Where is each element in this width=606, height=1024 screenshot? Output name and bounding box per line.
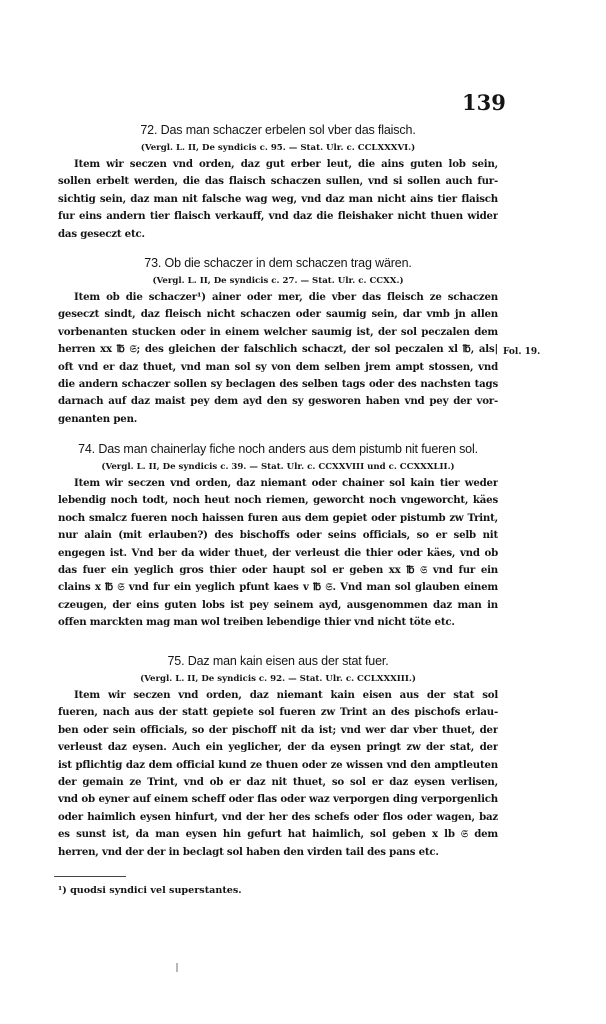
text-line: nur alain (mit erlauben?) des bischoffs oder seins officials, so er selb nit [58,529,498,542]
section-75 [58,652,498,861]
text-line: Item ob die schaczer¹) ainer oder mer, die vber das fleisch ze schaczen [74,291,498,303]
text-line: das geseczt etc. [58,227,145,240]
text-line: Item wir seczen vnd orden, daz niemant oder chainer sol kain tier weder [74,477,498,489]
section-reference: (Vergl. L. II, De syndicis c. 95. — Stat. Ulr. c. CCLXXXVI.) [140,143,416,153]
text-line: darnach auf daz maist pey dem ayd den sy gesworen haben vnd pey der vor- [58,395,498,408]
section-reference: (Vergl. L. II, De syndicis c. 39. — Stat. Ulr. c. CCXXVIII und c. CCXXXLII.) [101,462,455,472]
section-title: 75. Daz man kain eisen aus der stat fuer. [167,654,389,668]
section-72 [58,121,498,243]
text-line: fueren, nach aus der statt gepiete sol fueren zw Trint an des pischofs erlau- [58,706,498,719]
text-line: clains x ℔ 𝔖 vnd fur ein yeglich pfunt kaes v ℔ 𝔖. Vnd man sol glauben einem [58,581,498,594]
page-speck-mark [176,963,178,972]
text-line: sichtig sein, daz man nit falsche wag weg, vnd daz man nicht ains tier flaisch [58,192,498,205]
text-line: die andern schaczer sollen sy beclagen des selben tags oder des nachsten tags [58,377,498,390]
page-number: 139 [462,90,506,115]
text-line: herren xx ℔ 𝔖; des gleichen der falschlich schaczt, der sol peczalen xl ℔, als| [58,343,498,356]
text-line: oder haimlich eysen hinfurt, vnd der her des schefs oder flos oder wagen, baz [58,810,498,823]
text-line: lebendig noch todt, noch heut noch riemen, geworcht noch vngeworcht, käes [58,494,498,507]
text-line: engegen ist. Vnd ber da wider thuet, der verleust die thier oder käes, vnd ob [58,546,498,559]
section-title: 73. Ob die schaczer in dem schaczen trag wären. [144,256,412,270]
section-73 [58,254,498,428]
section-reference: (Vergl. L. II, De syndicis c. 92. — Stat. Ulr. c. CCLXXXIII.) [140,674,416,684]
section-74 [58,440,498,632]
text-line: verleust daz eysen. Auch ein yeglicher, der da eysen pringt zw der stat, der [58,741,498,754]
text-line: das fuer ein yeglich gros thier oder haupt sol er geben xx ℔ 𝔖 vnd fur ein [58,563,498,576]
text-line: fur eins andern tier flaisch verkauff, vnd daz die fleishaker nicht thuen wider [58,210,498,223]
text-line: herren, vnd der der in beclagt sol haben den virden tail des pans etc. [58,845,439,858]
text-line: genanten pen. [58,412,138,425]
text-line: Item wir seczen vnd orden, daz gut erber leut, die ains guten lob sein, [74,158,498,170]
section-title: 74. Das man chainerlay fiche noch anders aus dem pistumb nit fueren sol. [78,442,478,456]
text-line: ist pflichtig daz dem official kund ze thuen oder ze wissen vnd den amptleuten [58,758,498,771]
text-line: czeugen, der eins guten lobs ist pey seinem ayd, ausgenommen daz man in [58,598,498,611]
text-line: offen marckten mag man wol treiben lebendige thier vnd nicht töte etc. [58,616,455,629]
footnote: ¹) quodsi syndici vel superstantes. [58,885,242,896]
text-line: oft vnd er daz thuet, vnd man sol sy von dem selben jrem ampt stossen, vnd [58,360,498,373]
text-line: sollen erbelt werden, die das flaisch schaczen sullen, vnd si sollen auch fur- [58,175,498,188]
text-line: der gemain ze Trint, vnd ob er daz nit thuet, so sol er daz eysen verlisen, [58,775,498,788]
footnote-divider [54,876,126,877]
marginal-folio-note: Fol. 19. [503,347,541,357]
text-line: noch smalcz fueren noch haissen furen aus dem gepiet oder pistumb zw Trint, [58,511,498,524]
text-line: ben oder sein officials, so der pischoff nit da ist; vnd wer dar vber thuet, der [58,723,498,736]
text-line: Item wir seczen vnd orden, daz niemant kain eisen aus der stat sol [74,689,498,701]
section-title: 72. Das man schaczer erbelen sol vber das flaisch. [140,123,416,137]
text-line: vnd ob eyner auf einem scheff oder flas oder waz verporgen ding verporgenlich [58,793,498,806]
text-line: vorbenanten stucken oder in einem welcher saumig ist, der sol peczalen dem [58,325,498,338]
text-line: geseczt sindt, daz fleisch nicht schaczen oder saumig sein, dar vmb jn allen [58,308,498,321]
text-line: es sunst ist, da man eysen hin gefurt hat haimlich, sol geben x lb 𝔖 dem [58,828,498,841]
section-reference: (Vergl. L. II, De syndicis c. 27. — Stat. Ulr. c. CCXX.) [152,276,404,286]
